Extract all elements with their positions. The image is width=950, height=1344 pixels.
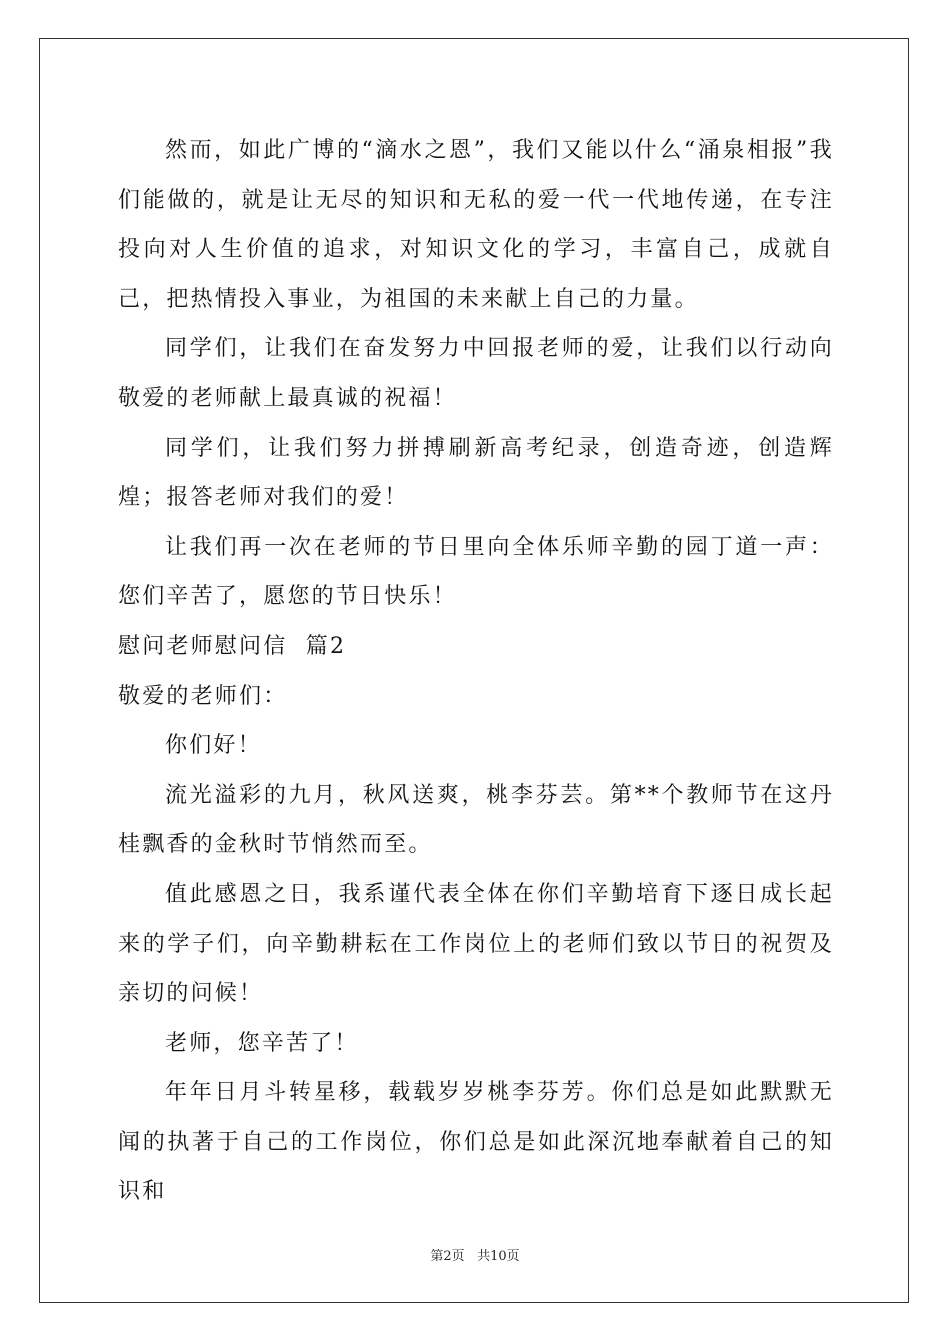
page-number: 第2页	[430, 1249, 465, 1264]
greeting: 你们好！	[165, 733, 262, 759]
paragraph: 同学们，让我们在奋发努力中回报老师的爱，让我们以行动向敬爱的老师献上最真诚的祝福！	[118, 336, 834, 411]
paragraph: 值此感恩之日，我系谨代表全体在你们辛勤培育下逐日成长起来的学子们，向辛勤耕耘在工作岗位上的老师们致以节日的祝贺及亲切的问候！	[118, 881, 834, 1007]
page-total: 共10页	[477, 1249, 520, 1264]
salutation: 敬爱的老师们：	[118, 683, 288, 709]
paragraph: 流光溢彩的九月，秋风送爽，桃李芬芸。第**个教师节在这丹桂飘香的金秋时节悄然而至。	[118, 782, 834, 858]
document-body	[118, 126, 834, 1217]
paragraph: 老师，您辛苦了！	[165, 1030, 359, 1056]
paragraph: 让我们再一次在老师的节日里向全体乐师辛勤的园丁道一声：您们辛苦了，愿您的节日快乐！	[118, 534, 834, 610]
paragraph: 同学们，让我们努力拼搏刷新高考纪录，创造奇迹，创造辉煌；报答老师对我们的爱！	[118, 435, 834, 511]
page-footer	[0, 1249, 950, 1265]
paragraph: 年年日月斗转星移，载载岁岁桃李芬芳。你们总是如此默默无闻的执著于自己的工作岗位，你们总是如此深沉地奉献着自己的知识和	[118, 1080, 834, 1205]
section-heading: 慰问老师慰问信 篇2	[118, 633, 347, 659]
paragraph: 然而，如此广博的“滴水之恩”，我们又能以什么“涌泉相报”我们能做的，就是让无尽的知识和无私的爱一代一代地传递，在专注投向对人生价值的追求，对知识文化的学习，丰富自己，成就自己，把热情投入事业，为祖国的未来献上自己的力量。	[118, 138, 834, 312]
